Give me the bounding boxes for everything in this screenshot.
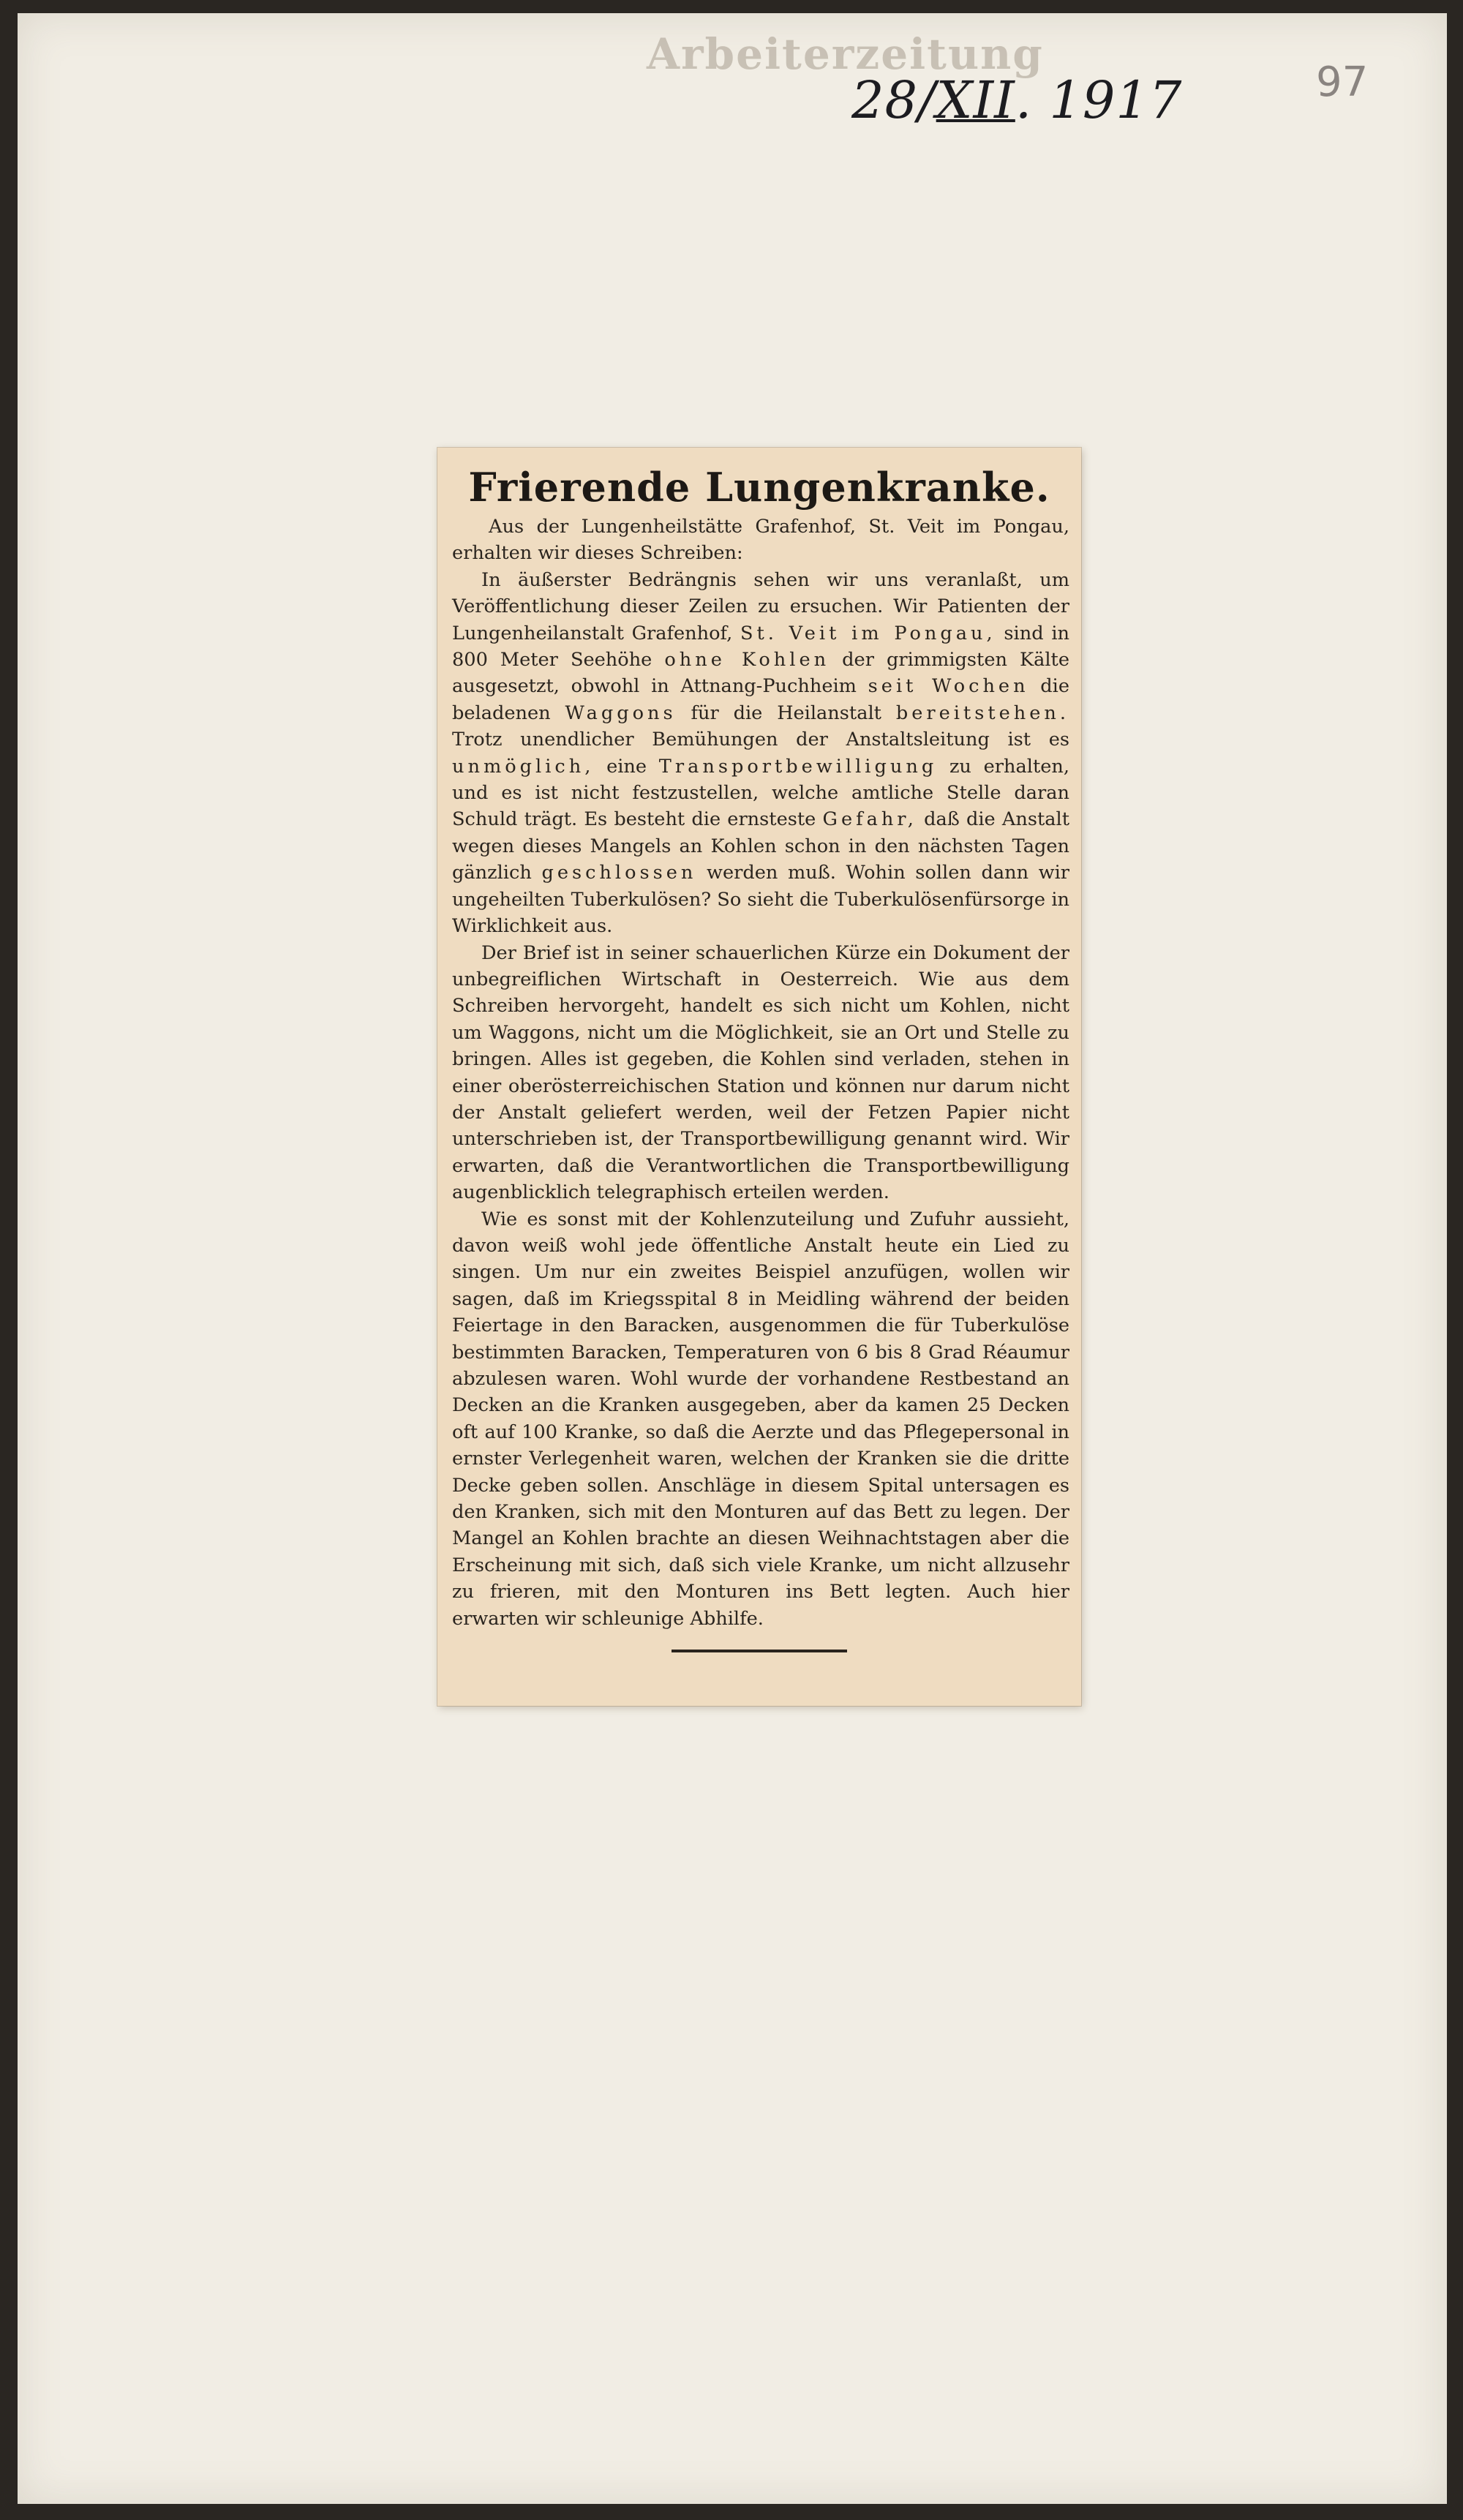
- archive-sheet: [18, 13, 1447, 2504]
- article-paragraph-meidling: Wie es sonst mit der Kohlenzuteilung und Zufuhr aussieht, davon weiß wohl jede öffentliche Anstalt heute ein Lied zu singen. Um nur ein zweites Beispiel anzufügen, wollen wir sagen, daß im Kriegsspital 8 in Meidling während der beiden Feiertage in den Baracken, ausgenommen die für Tuberkulöse bestimmten Baracken, Temperaturen von 6 bis 8 Grad Réaumur abzulesen waren. Wohl wurde der vorhandene Restbestand an Decken an die Kranken ausgegeben, aber da kamen 25 Decken oft auf 100 Kranke, so daß die Aerzte und das Pflegepersonal in ernster Verlegenheit waren, welchen der Kranken sie die dritte Decke geben sollen. Anschläge in diesem Spital untersagen es den Kranken, sich mit den Monturen auf das Bett zu legen. Der Mangel an Kohlen brachte an diesen Weihnachtstagen aber die Erscheinung mit sich, daß sich viele Kranke, um nicht allzusehr zu frieren, mit den Monturen ins Bett legten. Auch hier erwarten wir schleunige Abhilfe.: [452, 1208, 1069, 1630]
- article-paragraph-commentary: Der Brief ist in seiner schauerlichen Kürze ein Dokument der unbegreiflichen Wirtschaft in Oesterreich. Wie aus dem Schreiben hervorgeht, handelt es sich nicht um Kohlen, nicht um Waggons, nicht um die Möglichkeit, sie an Ort und Stelle zu bringen. Alles ist gegeben, die Kohlen sind verladen, stehen in einer oberösterreichischen Station und können nur darum nicht der Anstalt geliefert werden, weil der Fetzen Papier nicht unterschrieben ist, der Transportbewilligung genannt wird. Wir erwarten, daß die Verantwortlichen die Transportbewilligung augenblicklich telegraphisch erteilen werden.: [452, 941, 1069, 1204]
- newspaper-clipping: [437, 448, 1081, 1706]
- end-rule: [672, 1650, 847, 1652]
- newspaper-stamp: Arbeiterzeitung: [647, 29, 1044, 79]
- article-intro: Aus der Lungenheilstätte Grafenhof, St. Veit im Pongau, erhalten wir dieses Schreiben:: [452, 516, 1069, 565]
- article-body: [437, 514, 1081, 1632]
- date-month: XII: [936, 70, 1015, 130]
- handwritten-date: 28/XII. 1917: [851, 70, 1183, 130]
- date-day: 28: [851, 70, 919, 130]
- article-letter: In äußerster Bedrängnis sehen wir uns veranlaßt, um Veröffentlichung dieser Zeilen zu ersuchen. Wir Patienten der Lungenheilanstalt Grafenhof, St. Veit im Pongau, sind in 800 Meter Seehöhe ohne Kohlen der grimmigsten Kälte ausgesetzt, obwohl in Attnang-Puchheim seit Wochen die beladenen Waggons für die Heilanstalt bereitstehen. Trotz unendlicher Bemühungen der Anstaltsleitung ist es unmöglich, eine Transportbewilligung zu erhalten, und es ist nicht festzustellen, welche amtliche Stelle daran Schuld trägt. Es besteht die ernsteste Gefahr, daß die Anstalt wegen dieses Mangels an Kohlen schon in den nächsten Tagen gänzlich geschlossen werden muß. Wohin sollen dann wir ungeheilten Tuberkulösen? So sieht die Tuberkulösenfürsorge in Wirklichkeit aus.: [452, 568, 1070, 938]
- page-number: 97: [1316, 59, 1369, 106]
- article-title: Frierende Lungenkranke.: [468, 464, 1050, 511]
- date-year: 1917: [1049, 70, 1183, 130]
